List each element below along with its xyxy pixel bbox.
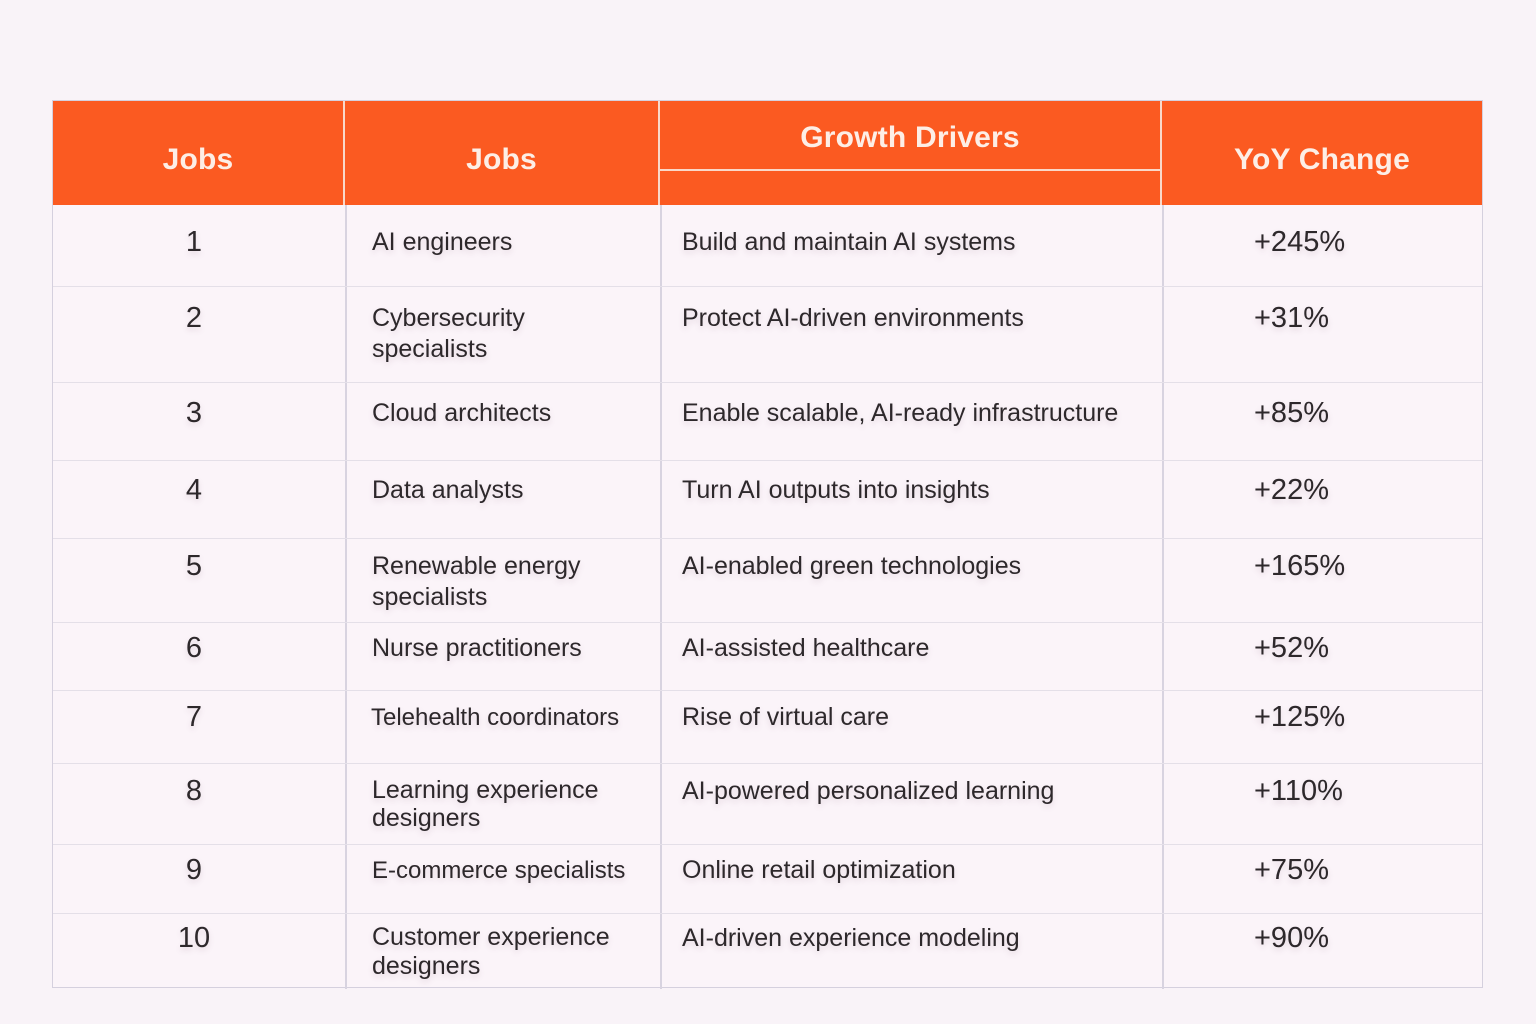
- header-growth-drivers-label: Growth Drivers: [660, 101, 1160, 171]
- job-cell: Cybersecurity specialists: [345, 287, 660, 382]
- rank-cell: 8: [185, 775, 203, 807]
- job-cell: Cloud architects: [345, 383, 660, 460]
- table-row: [53, 763, 1482, 844]
- rank-cell: 6: [185, 632, 203, 664]
- driver-cell: Online retail optimization: [660, 845, 1162, 913]
- yoy-cell: +52%: [1162, 623, 1482, 690]
- table-row: [53, 538, 1482, 622]
- driver-cell: Protect AI-driven environments: [660, 287, 1162, 382]
- table-row: [53, 913, 1482, 989]
- job-cell: Learning experience designers: [345, 764, 660, 844]
- table-row: [53, 382, 1482, 460]
- driver-cell: Rise of virtual care: [660, 691, 1162, 763]
- yoy-cell: +31%: [1162, 287, 1482, 382]
- driver-cell: Turn AI outputs into insights: [660, 461, 1162, 538]
- rank-cell: 9: [185, 854, 203, 886]
- table-header: [53, 101, 1482, 205]
- yoy-cell: +125%: [1162, 691, 1482, 763]
- driver-cell: Build and maintain AI systems: [660, 205, 1162, 286]
- driver-cell: AI-driven experience modeling: [660, 914, 1162, 989]
- yoy-cell: +90%: [1162, 914, 1482, 989]
- rank-cell: 5: [185, 550, 203, 582]
- rank-cell: 4: [185, 474, 203, 506]
- table-row: [53, 844, 1482, 913]
- driver-cell: AI-powered personalized learning: [660, 764, 1162, 844]
- header-jobs: Jobs: [345, 101, 660, 205]
- job-cell: Renewable energy specialists: [345, 539, 660, 622]
- header-yoy-change: YoY Change: [1234, 143, 1410, 176]
- table-row: [53, 622, 1482, 690]
- rank-cell: 10: [177, 922, 211, 954]
- driver-cell: Enable scalable, AI-ready infrastructure: [660, 383, 1162, 460]
- yoy-cell: +110%: [1162, 764, 1482, 844]
- yoy-cell: +85%: [1162, 383, 1482, 460]
- rank-cell: 3: [185, 397, 203, 429]
- yoy-cell: +22%: [1162, 461, 1482, 538]
- header-rank: Jobs: [53, 101, 345, 205]
- job-cell: Nurse practitioners: [345, 623, 660, 690]
- header-growth-drivers: [660, 101, 1162, 205]
- yoy-cell: +245%: [1162, 205, 1482, 286]
- table-row: [53, 690, 1482, 763]
- table-row: [53, 460, 1482, 538]
- driver-cell: AI-enabled green technologies: [660, 539, 1162, 622]
- yoy-cell: +75%: [1162, 845, 1482, 913]
- rank-cell: 2: [185, 302, 203, 334]
- jobs-growth-table: [52, 100, 1483, 988]
- table-row: [53, 286, 1482, 382]
- table-row: [53, 205, 1482, 286]
- job-cell: Customer experience designers: [345, 914, 660, 989]
- rank-cell: 7: [185, 701, 203, 733]
- job-cell: E-commerce specialists: [345, 845, 660, 913]
- job-cell: Data analysts: [345, 461, 660, 538]
- job-cell: AI engineers: [345, 205, 660, 286]
- rank-cell: 1: [185, 226, 203, 258]
- driver-cell: AI-assisted healthcare: [660, 623, 1162, 690]
- job-cell: Telehealth coordinators: [345, 691, 660, 763]
- yoy-cell: +165%: [1162, 539, 1482, 622]
